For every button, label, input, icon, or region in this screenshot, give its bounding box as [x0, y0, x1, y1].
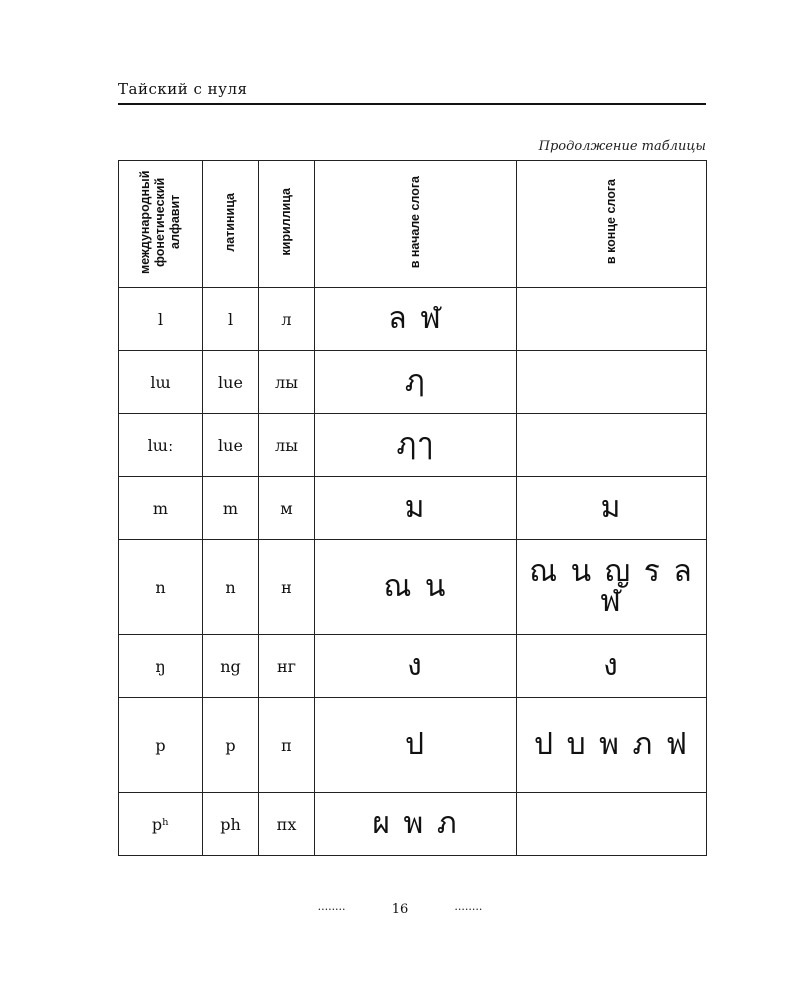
cyrillic-cell: п	[259, 698, 315, 793]
final-letters-cell: ณ น ญ ร ล ฬ	[517, 540, 707, 635]
initial-letters-cell: ง	[315, 635, 517, 698]
cyrillic-cell: н	[259, 540, 315, 635]
cyrillic-cell: лы	[259, 414, 315, 477]
table-row	[119, 414, 707, 477]
column-header-cyrillic	[259, 161, 315, 288]
header-rule	[118, 103, 706, 105]
final-letters-cell	[517, 351, 707, 414]
latin-cell: l	[203, 288, 259, 351]
latin-cell: ph	[203, 793, 259, 856]
column-header-initial	[315, 161, 517, 288]
table-row	[119, 635, 707, 698]
consonant-table	[118, 160, 707, 856]
column-header-final	[517, 161, 707, 288]
footer-dots-left: ........	[317, 900, 346, 913]
cyrillic-cell: пх	[259, 793, 315, 856]
initial-letters-cell: ป	[315, 698, 517, 793]
column-header-label: международный фонетический алфавит	[138, 170, 182, 274]
table-row	[119, 793, 707, 856]
ipa-cell: pʰ	[119, 793, 203, 856]
ipa-cell: n	[119, 540, 203, 635]
initial-letters-cell: ล ฬ	[315, 288, 517, 351]
column-header-label: в конце слога	[604, 179, 618, 265]
latin-cell: n	[203, 540, 259, 635]
final-letters-cell: ม	[517, 477, 707, 540]
ipa-cell: m	[119, 477, 203, 540]
continuation-note: Продолжение таблицы	[538, 139, 706, 154]
table-row	[119, 351, 707, 414]
initial-letters-cell: ม	[315, 477, 517, 540]
initial-letters-cell: ฦๅ	[315, 414, 517, 477]
page-number: 16	[391, 902, 409, 917]
ipa-cell: ŋ	[119, 635, 203, 698]
initial-letters-cell: ณ น	[315, 540, 517, 635]
latin-cell: ng	[203, 635, 259, 698]
final-letters-cell	[517, 793, 707, 856]
cyrillic-cell: л	[259, 288, 315, 351]
ipa-cell: l	[119, 288, 203, 351]
cyrillic-cell: нг	[259, 635, 315, 698]
page-footer	[0, 900, 800, 917]
table-row	[119, 540, 707, 635]
running-header: Тайский с нуля	[118, 80, 248, 98]
initial-letters-cell: ผ พ ภ	[315, 793, 517, 856]
column-header-label: в начале слога	[408, 175, 422, 269]
table-row	[119, 698, 707, 793]
column-header-latin	[203, 161, 259, 288]
ipa-cell: p	[119, 698, 203, 793]
table-row	[119, 288, 707, 351]
footer-dots-right: ........	[454, 900, 483, 913]
final-letters-cell: ง	[517, 635, 707, 698]
cyrillic-cell: м	[259, 477, 315, 540]
column-header-label: кириллица	[279, 188, 293, 256]
latin-cell: lue	[203, 351, 259, 414]
final-letters-cell	[517, 414, 707, 477]
latin-cell: p	[203, 698, 259, 793]
initial-letters-cell: ฦ	[315, 351, 517, 414]
ipa-cell: lɯ	[119, 351, 203, 414]
cyrillic-cell: лы	[259, 351, 315, 414]
final-letters-cell: ป บ พ ภ ฟ	[517, 698, 707, 793]
final-letters-cell	[517, 288, 707, 351]
latin-cell: m	[203, 477, 259, 540]
latin-cell: lue	[203, 414, 259, 477]
ipa-cell: lɯː	[119, 414, 203, 477]
column-header-ipa	[119, 161, 203, 288]
table-row	[119, 477, 707, 540]
column-header-label: латиница	[223, 192, 237, 252]
